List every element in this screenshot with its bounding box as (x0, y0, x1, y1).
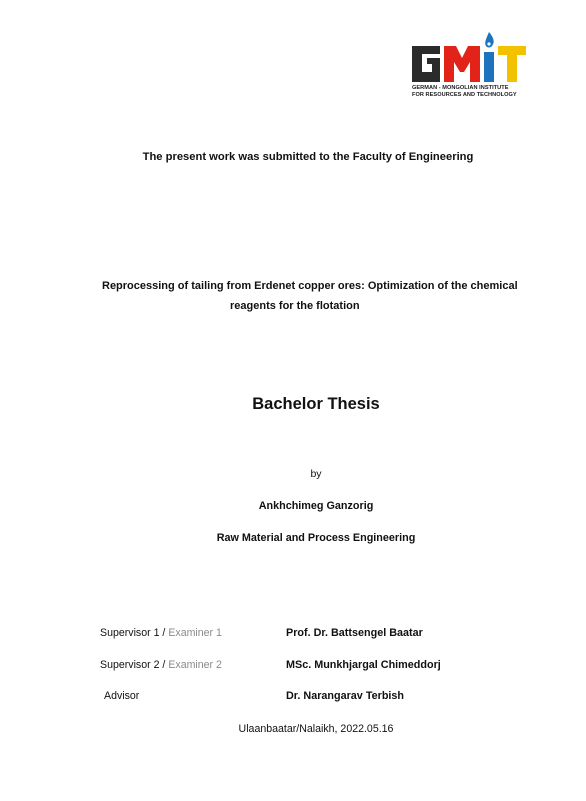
committee-role-3 (104, 690, 139, 702)
logo-tagline-2: FOR RESOURCES AND TECHNOLOGY (412, 92, 517, 98)
committee-name-3: Dr. Narangarav Terbish (286, 690, 405, 702)
by-label: by (310, 468, 322, 480)
role-secondary: Examiner 1 (168, 627, 222, 639)
role-primary: Advisor (104, 690, 140, 702)
logo-tagline-1: GERMAN - MONGOLIAN INSTITUTE (412, 85, 509, 91)
place-and-date: Ulaanbaatar/Nalaikh, 2022.05.16 (238, 723, 394, 735)
logo-letter-t (498, 46, 526, 82)
thesis-type-heading: Bachelor Thesis (252, 395, 380, 413)
committee-role-2 (100, 659, 222, 671)
role-secondary: Examiner 2 (168, 659, 222, 671)
committee-name-2: MSc. Munkhjargal Chimeddorj (286, 659, 441, 671)
role-primary: Supervisor 2 (100, 659, 160, 671)
logo-letter-m (444, 46, 480, 82)
gmit-logo-mark (410, 28, 528, 84)
committee-role-1 (100, 627, 222, 639)
committee-name-1: Prof. Dr. Battsengel Baatar (286, 627, 423, 639)
author-name: Ankhchimeg Ganzorig (258, 500, 374, 512)
role-separator: / (159, 659, 169, 671)
submitted-to-text: The present work was submitted to the Faculty of Engineering (142, 151, 474, 163)
logo-letter-g (412, 46, 440, 82)
role-separator: / (159, 627, 169, 639)
study-program: Raw Material and Process Engineering (216, 532, 416, 544)
thesis-title-line-2: reagents for the flotation (230, 300, 360, 312)
role-primary: Supervisor 1 (100, 627, 160, 639)
thesis-title-line-1: Reprocessing of tailing from Erdenet copper ores: Optimization of the chemical (102, 280, 518, 292)
logo-letter-i (484, 52, 494, 82)
gmit-logo (410, 28, 528, 108)
